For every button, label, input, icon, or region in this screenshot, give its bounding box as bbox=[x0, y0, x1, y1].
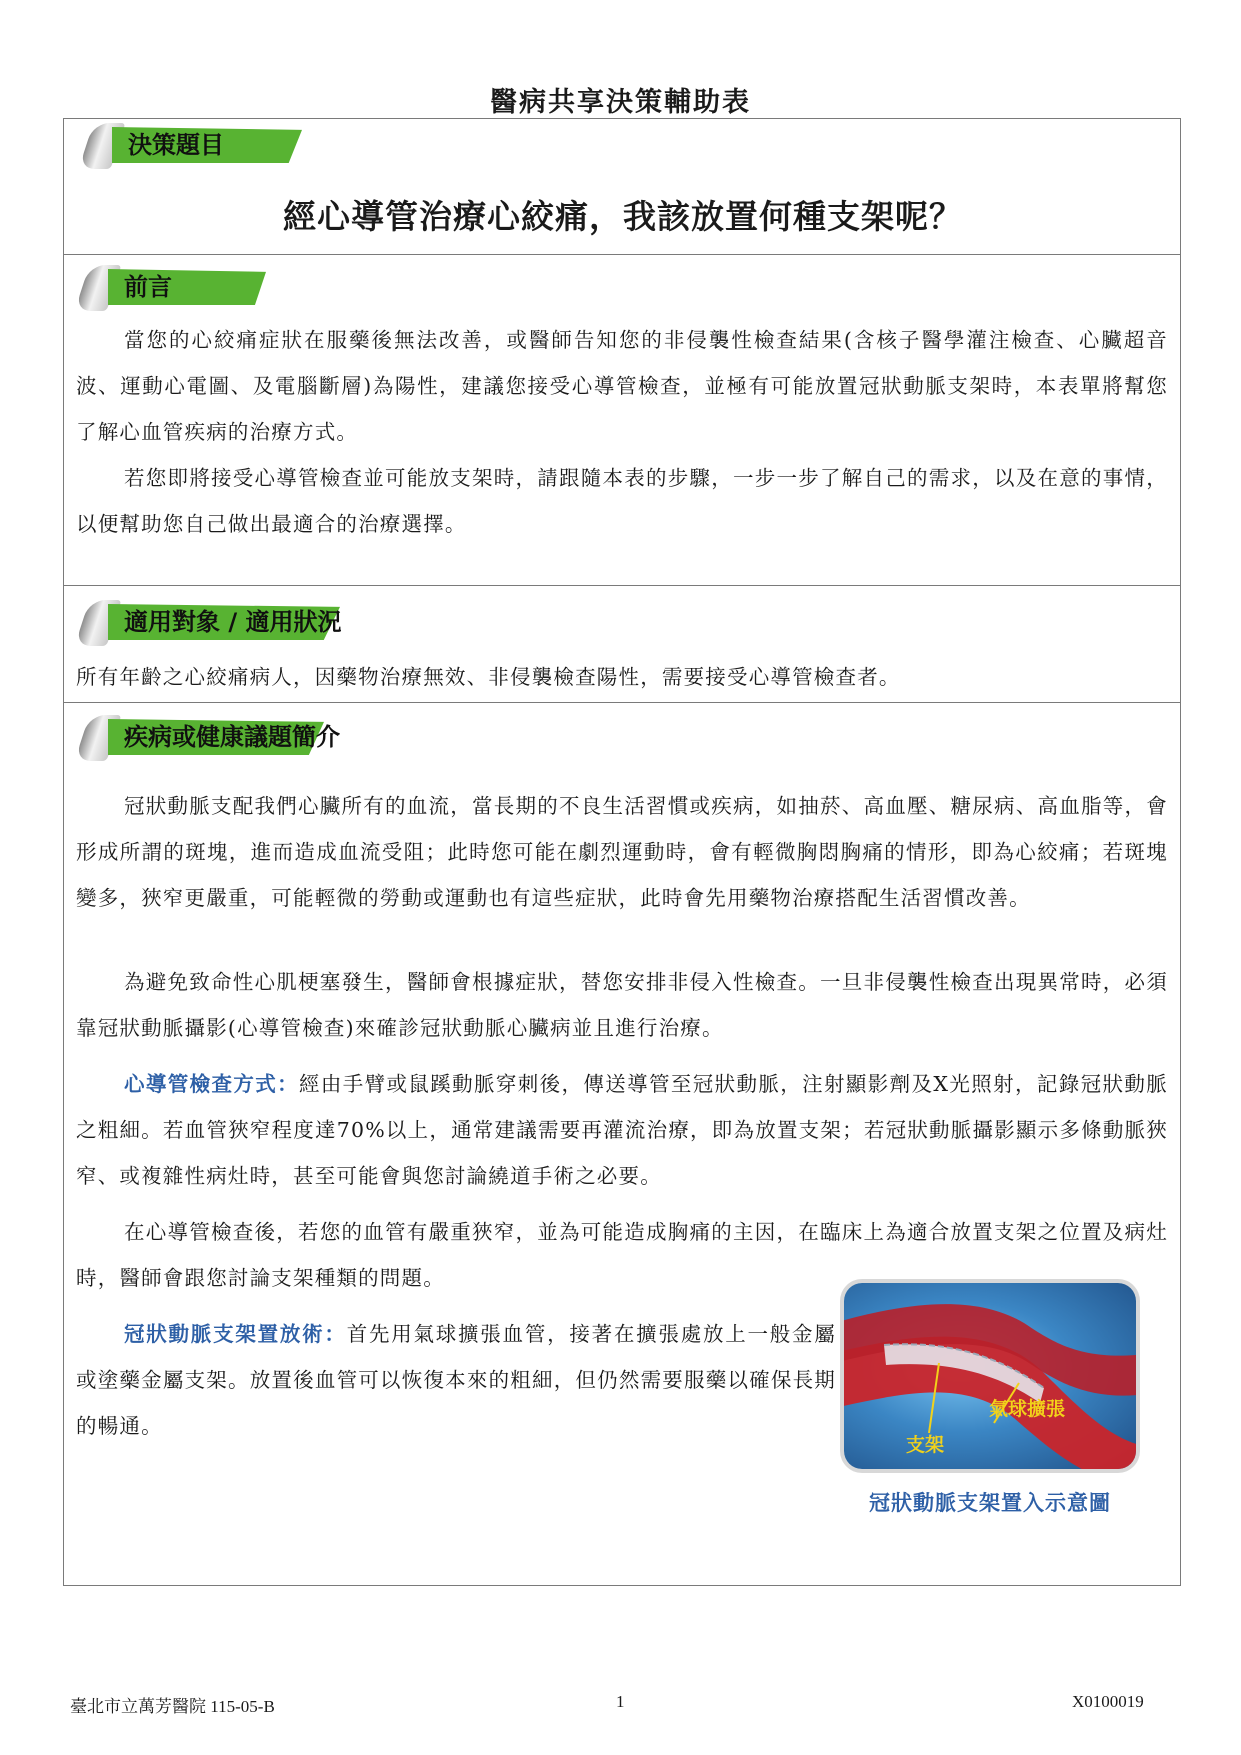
stent-illustration-graphic bbox=[844, 1283, 1136, 1469]
applicable-text: 所有年齡之心絞痛病人，因藥物治療無效、非侵襲檢查陽性，需要接受心導管檢查者。 bbox=[76, 665, 901, 689]
disease-intro-section bbox=[63, 702, 1181, 1586]
stent-placement-paragraph bbox=[76, 1311, 836, 1449]
decision-question: 經心導管治療心絞痛，我該放置何種支架呢？ bbox=[283, 197, 963, 236]
decision-topic-section bbox=[63, 118, 1181, 255]
stent-placement-label: 冠狀動脈支架置放術： bbox=[124, 1322, 347, 1346]
stent-placement-text: 首先用氣球擴張血管，接著在擴張處放上一般金屬或塗藥金屬支架。放置後血管可以恢復本來的粗細，但仍然需要服藥以確保長期的暢通。 bbox=[76, 1322, 837, 1438]
footer-left: 臺北市立萬芳醫院 115-05-B bbox=[70, 1697, 275, 1716]
preface-section bbox=[63, 254, 1181, 586]
document-title: 醫病共享決策輔助表 bbox=[490, 87, 751, 118]
disease-intro-paragraph-2: 為避免致命性心肌梗塞發生，醫師會根據症狀，替您安排非侵入性檢查。一旦非侵襲性檢查出現異常時，必須靠冠狀動脈攝影(心導管檢查)來確診冠狀動脈心臟病並且進行治療。 bbox=[76, 970, 1168, 1040]
section-tag-applicable: 適用對象 / 適用狀況 bbox=[82, 590, 422, 650]
cath-method-paragraph bbox=[76, 1061, 1168, 1199]
stent-illustration bbox=[844, 1283, 1136, 1469]
preface-paragraph-2: 若您即將接受心導管檢查並可能放支架時，請跟隨本表的步驟，一步一步了解自己的需求，以及在意的事情，以便幫助您自己做出最適合的治療選擇。 bbox=[76, 466, 1168, 536]
applicable-section bbox=[63, 585, 1181, 703]
disease-intro-paragraph-4: 在心導管檢查後，若您的血管有嚴重狹窄，並為可能造成胸痛的主因，在臨床上為適合放置支架之位置及病灶時，醫師會跟您討論支架種類的問題。 bbox=[76, 1220, 1168, 1290]
balloon-label: 氣球擴張 bbox=[989, 1398, 1066, 1420]
figure-caption: 冠狀動脈支架置入示意圖 bbox=[869, 1490, 1111, 1515]
disease-intro-paragraph-1: 冠狀動脈支配我們心臟所有的血流，當長期的不良生活習慣或疾病，如抽菸、高血壓、糖尿病、高血脂等，會形成所謂的斑塊，進而造成血流受阻；此時您可能在劇烈運動時，會有輕微胸悶胸痛的情形，即為心絞痛；若斑塊變多，狹窄更嚴重，可能輕微的勞動或運動也有這些症狀，此時會先用藥物治療搭配生活習慣改善。 bbox=[76, 794, 1168, 910]
cath-method-text: 經由手臂或鼠蹊動脈穿刺後，傳送導管至冠狀動脈，注射顯影劑及X光照射，記錄冠狀動脈之粗細。若血管狹窄程度達70%以上，通常建議需要再灌流治療，即為放置支架；若冠狀動脈攝影顯示多條動脈狹窄、或複雜性病灶時，甚至可能會與您討論繞道手術之必要。 bbox=[76, 1072, 1168, 1188]
section-tag-decision-topic: 決策題目 bbox=[86, 113, 326, 173]
stent-label: 支架 bbox=[906, 1434, 945, 1456]
preface-paragraph-1: 當您的心絞痛症狀在服藥後無法改善，或醫師告知您的非侵襲性檢查結果(含核子醫學灌注檢查、心臟超音波、運動心電圖、及電腦斷層)為陽性，建議您接受心導管檢查，並極有可能放置冠狀動脈支架時，本表單將幫您了解心血管疾病的治療方式。 bbox=[76, 328, 1168, 444]
section-tag-preface: 前言 bbox=[82, 255, 282, 315]
section-tag-disease-intro: 疾病或健康議題簡介 bbox=[82, 705, 422, 765]
page-number: 1 bbox=[616, 1692, 625, 1711]
cath-method-label: 心導管檢查方式： bbox=[124, 1072, 300, 1096]
footer-code: X0100019 bbox=[1072, 1692, 1144, 1711]
